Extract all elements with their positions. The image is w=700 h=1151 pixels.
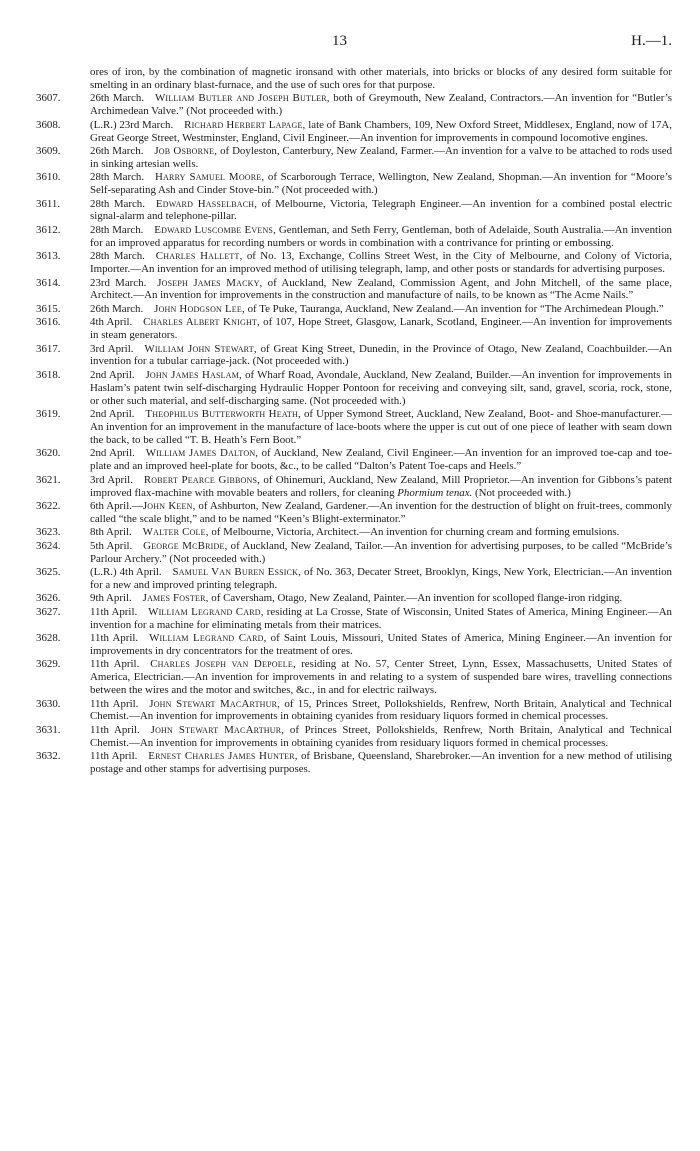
entry-description: of Great King Street, Dunedin, in the Province of Otago, New Zealand, Coachbuilder.—An invention for a tubular carriage-jack. (Not proceeded with.)	[90, 342, 672, 368]
entry-number: 3611.	[36, 197, 61, 210]
entry-body	[90, 632, 672, 658]
applicant-name: Edward Luscombe Evens,	[154, 223, 277, 236]
entry-number: 3613.	[36, 250, 61, 263]
entry-body	[90, 92, 672, 118]
entry-body	[90, 592, 672, 605]
entry-body	[90, 606, 672, 632]
patent-entry	[36, 250, 672, 276]
entry-date: 11th April.	[90, 605, 138, 618]
entry-date: 8th April.	[90, 526, 132, 539]
entry-date: 5th April.	[90, 539, 133, 552]
patent-entry	[36, 316, 672, 342]
entry-description: of Brisbane, Queensland, Sharebroker.—An invention for a new method of utilising postage and other stamps for advertising purposes.	[90, 750, 672, 776]
entry-body	[90, 303, 672, 316]
applicant-name: Ernest Charles James Hunter,	[148, 750, 298, 763]
applicant-name: Joseph James Macky,	[157, 276, 263, 289]
patent-entry	[36, 408, 672, 447]
entry-body	[90, 724, 672, 750]
entry-date: 11th April.	[90, 658, 140, 671]
continuation-text: ores of iron, by the combination of magnetic ironsand with other materials, into bricks or blocks of any desired form suitable for smelting in an ordinary blast-furnace, and the use of such ores for that purpose.	[90, 66, 672, 91]
entry-body	[90, 474, 672, 500]
entry-number: 3610.	[36, 171, 61, 184]
entry-description: of Ashburton, New Zealand, Gardener.—An invention for the destruction of blight on fruit-trees, commonly called “the scale blight,” and to be named “Keen’s Blight-exterminator.”	[90, 499, 673, 525]
entry-description: of Caversham, Otago, New Zealand, Painter.—An invention for scolloped flange-iron ridging.	[208, 592, 623, 605]
entry-description: of Auckland, New Zealand, Civil Engineer.—An invention for an improved toe-cap and toe-plate and an improved heel-plate for boots, &c., to be called “Dalton’s Patent Toe-caps and Heels.”	[90, 447, 672, 473]
entry-number: 3626.	[36, 592, 61, 605]
entry-body	[90, 250, 672, 276]
entry-description: of 107, Hope Street, Glasgow, Lanark, Scotland, Engineer.—An invention for improvements in steam generators.	[90, 316, 673, 342]
applicant-name: William Legrand Card,	[149, 631, 267, 644]
entry-body	[90, 119, 672, 145]
applicant-name: Harry Samuel Moore,	[155, 171, 265, 184]
applicant-name: Charles Hallett,	[155, 250, 243, 263]
entry-number: 3628.	[36, 631, 61, 644]
entry-description: of No. 13, Exchange, Collins Street West, in the City of Melbourne, and Colony of Victoria, Importer.—An invention for an improved method of utilising telegraph, lamp, and other posts or standards for advertising purposes.	[90, 250, 672, 276]
entry-number: 3619.	[36, 408, 61, 421]
entry-date: 3rd April.	[90, 342, 134, 355]
entry-date: 11th April.	[90, 723, 140, 736]
patent-entry	[36, 606, 672, 632]
entry-number: 3621.	[36, 473, 61, 486]
patent-entry	[36, 303, 672, 316]
entry-description: Gentleman, and Seth Ferry, Gentleman, both of Adelaide, South Australia.—An invention for an improved apparatus for recording numbers or words in combination with a contrivance for printing or embossing.	[90, 223, 672, 249]
patent-entry	[36, 750, 672, 776]
entry-body	[90, 447, 672, 473]
entry-number: 3614.	[36, 276, 61, 289]
patent-entry	[36, 92, 672, 118]
entry-description: of 15, Princes Street, Pollokshields, Renfrew, North Britain, Analytical and Technical Chemist.—An invention for improvements in obtaining cyanides from residuary liquors formed in chemical processes.	[90, 697, 672, 723]
entry-number: 3623.	[36, 526, 61, 539]
entry-description: of Saint Louis, Missouri, United States of America, Mining Engineer.—An invention for improvements in dry concentrators for the treatment of ores.	[90, 631, 673, 657]
entry-body	[90, 500, 672, 526]
patent-entry	[36, 343, 672, 369]
patent-entry	[36, 632, 672, 658]
applicant-name: Theophilus Butterworth Heath,	[145, 408, 301, 421]
entry-body	[90, 698, 672, 724]
entry-number: 3632.	[36, 750, 61, 763]
entry-date: 26th March.	[90, 144, 144, 157]
entry-body	[90, 198, 672, 224]
entry-body	[90, 277, 672, 303]
applicant-name: Charles Joseph van Depoele,	[150, 658, 296, 671]
entry-date: 26th March.	[90, 302, 144, 315]
entry-body	[90, 540, 672, 566]
applicant-name: Robert Pearce Gibbons,	[143, 473, 261, 486]
patent-entry	[36, 592, 672, 605]
entry-body	[90, 408, 672, 447]
entry-date: 23rd March.	[90, 276, 147, 289]
entry-body	[90, 316, 672, 342]
page-reference: H.—1.	[631, 33, 672, 49]
entry-description: of Upper Symond Street, Auckland, New Zealand, Boot- and Shoe-manufacturer.—An invention for an improvement in the manufacture of lace-boots where the upper is cut out of one piece of leather with seam down the back, to be called “T. B. Heath’s Fern Boot.”	[90, 408, 672, 446]
patent-entry	[36, 447, 672, 473]
page-number: 13	[332, 33, 347, 49]
entry-date: 11th April.	[90, 631, 139, 644]
entry-description: of Doyleston, Canterbury, New Zealand, Farmer.—An invention for a valve to be attached to rods used in sinking artesian wells.	[90, 144, 673, 170]
entry-description: of Ohinemuri, Auckland, New Zealand, Mill Proprietor.—An invention for Gibbons’s patent improved flax-machine with movable beaters and rollers, for cleaning	[90, 473, 672, 499]
entry-number: 3608.	[36, 118, 61, 131]
entry-date: 9th April.	[90, 592, 132, 605]
applicant-name: Job Osborne,	[154, 144, 218, 157]
entry-description: late of Bank Chambers, 109, New Oxford Street, Middlesex, England, now of 17A, Great George Street, Westminster, England, Civil Engineer.—An invention for improvements in compound locomotive engines.	[90, 118, 673, 144]
patent-entry	[36, 500, 672, 526]
entry-description: of Auckland, New Zealand, Commission Agent, and John Mitchell, of the same place, Architect.—An invention for improvements in the construction and manufacture of nails, to be known as “The Acme Nails.”	[90, 276, 672, 302]
entry-date: (L.R.) 4th April.	[90, 565, 162, 578]
entry-description: of No. 363, Decater Street, Brooklyn, Kings, New York, Electrician.—An invention for a new and improved printing telegraph.	[90, 565, 672, 591]
patent-entry	[36, 474, 672, 500]
entry-date: 28th March.	[90, 171, 145, 184]
applicant-name: William James Dalton,	[145, 447, 259, 460]
entry-note: (Not proceeded with.)	[472, 486, 571, 499]
applicant-name: Walter Cole,	[142, 526, 209, 539]
entry-number: 3618.	[36, 368, 61, 381]
entry-description: residing at La Crosse, State of Wisconsin, United States of America, Mining Engineer.—An invention for a machine for eliminating metals from their matrices.	[90, 605, 673, 631]
entry-number: 3625.	[36, 565, 61, 578]
entry-number: 3624.	[36, 539, 61, 552]
entry-number: 3617.	[36, 342, 61, 355]
entry-description: of Melbourne, Victoria, Telegraph Engineer.—An invention for a combined postal electric signal-alarm and telephone-pillar.	[90, 197, 672, 223]
entry-body	[90, 750, 672, 776]
entry-body	[90, 658, 672, 697]
entry-number: 3627.	[36, 605, 61, 618]
applicant-name: Richard Herbert Lapage,	[184, 118, 306, 131]
entry-date: 2nd April.	[90, 447, 135, 460]
applicant-name: John Stewart MacArthur,	[149, 697, 281, 710]
patent-entry	[36, 369, 672, 408]
applicant-name: John Keen,	[142, 499, 196, 512]
entry-body	[90, 526, 672, 539]
entry-number: 3620.	[36, 447, 61, 460]
entry-number: 3630.	[36, 697, 61, 710]
patent-entry	[36, 119, 672, 145]
entry-date: 28th March.	[90, 250, 145, 263]
patent-entry	[36, 658, 672, 697]
applicant-name: William Legrand Card,	[148, 605, 264, 618]
entry-body	[90, 566, 672, 592]
entry-number: 3615.	[36, 302, 61, 315]
patent-entry	[36, 540, 672, 566]
entry-body	[90, 145, 672, 171]
entry-body	[90, 224, 672, 250]
applicant-name: John Stewart MacArthur,	[150, 723, 285, 736]
entry-description: of Melbourne, Victoria, Architect.—An invention for churning cream and forming emulsions.	[208, 526, 620, 539]
patent-entry	[36, 526, 672, 539]
applicant-name: William John Stewart,	[144, 342, 257, 355]
patent-entry	[36, 198, 672, 224]
entry-date: 2nd April.	[90, 408, 135, 421]
entry-date: 6th April.—	[90, 499, 143, 512]
entry-number: 3631.	[36, 723, 61, 736]
patent-entry	[36, 698, 672, 724]
entry-date: 11th April.	[90, 697, 139, 710]
entry-date: 2nd April.	[90, 368, 135, 381]
entry-date: 28th March.	[90, 223, 144, 236]
entry-date: 4th April.	[90, 316, 133, 329]
entry-body	[90, 369, 672, 408]
applicant-name: William Butler and Joseph Butler,	[154, 92, 330, 105]
entry-description: residing at No. 57, Center Street, Lynn, Essex, Massachusetts, United States of America, Electrician.—An invention for improvements in and relating to a system of suspended bare wires, travelling connections between the wires and the motor and switches, &c., in and for electric railways.	[90, 658, 672, 697]
entry-description: of Te Puke, Tauranga, Auckland, New Zealand.—An invention for “The Archimedean Plough.”	[244, 302, 664, 315]
entry-date: 11th April.	[90, 750, 138, 763]
entry-number: 3622.	[36, 499, 61, 512]
patent-entry	[36, 145, 672, 171]
patent-entry	[36, 277, 672, 303]
entry-body	[90, 343, 672, 369]
entry-date: 28th March.	[90, 197, 145, 210]
species-name: Phormium tenax.	[397, 486, 473, 499]
entry-number: 3612.	[36, 223, 61, 236]
page-header	[0, 33, 700, 51]
applicant-name: Edward Hasselbach,	[155, 197, 258, 210]
entry-date: 3rd April.	[90, 473, 133, 486]
entry-number: 3607.	[36, 92, 61, 105]
patent-entry	[36, 171, 672, 197]
entry-description: of Auckland, New Zealand, Tailor.—An invention for advertising purposes, to be called “McBride’s Parlour Archery.” (Not proceeded with.)	[90, 539, 673, 565]
entry-description: both of Greymouth, New Zealand, Contractors.—An invention for “Butler’s Archimedean Valve.” (Not proceeded with.)	[90, 92, 672, 118]
entries	[36, 92, 672, 776]
patent-entry	[36, 566, 672, 592]
entry-number: 3609.	[36, 144, 61, 157]
entry-description: of Princes Street, Pollokshields, Renfrew, North Britain, Analytical and Technical Chemist.—An invention for improvements in obtaining cyanides from residuary liquors formed in chemical processes.	[90, 723, 672, 749]
entry-date: (L.R.) 23rd March.	[90, 118, 174, 131]
patent-list	[36, 66, 672, 776]
entry-date: 26th March.	[90, 92, 145, 105]
entry-number: 3616.	[36, 316, 61, 329]
applicant-name: George McBride,	[143, 539, 228, 552]
entry-body	[90, 171, 672, 197]
patent-entry	[36, 724, 672, 750]
applicant-name: Samuel Van Buren Essick,	[172, 565, 302, 578]
entry-description: of Scarborough Terrace, Wellington, New Zealand, Shopman.—An invention for “Moore’s Self-separating Ash and Cinder Stove-bin.” (Not proceeded with.)	[90, 171, 673, 197]
entry-number: 3629.	[36, 658, 61, 671]
applicant-name: John Hodgson Lee,	[154, 302, 245, 315]
applicant-name: James Foster,	[142, 592, 209, 605]
entry-description: of Wharf Road, Avondale, Auckland, New Zealand, Builder.—An invention for improvements in Haslam’s patent twin self-discharging Hydraulic Hopper Pontoon for receiving and conveying silt, sand, gravel, scoria, rock, stone, or other such material, and self-discharging same. (Not proceeded with.)	[90, 368, 672, 407]
applicant-name: John James Haslam,	[145, 368, 242, 381]
applicant-name: Charles Albert Knight,	[143, 316, 260, 329]
patent-entry	[36, 224, 672, 250]
